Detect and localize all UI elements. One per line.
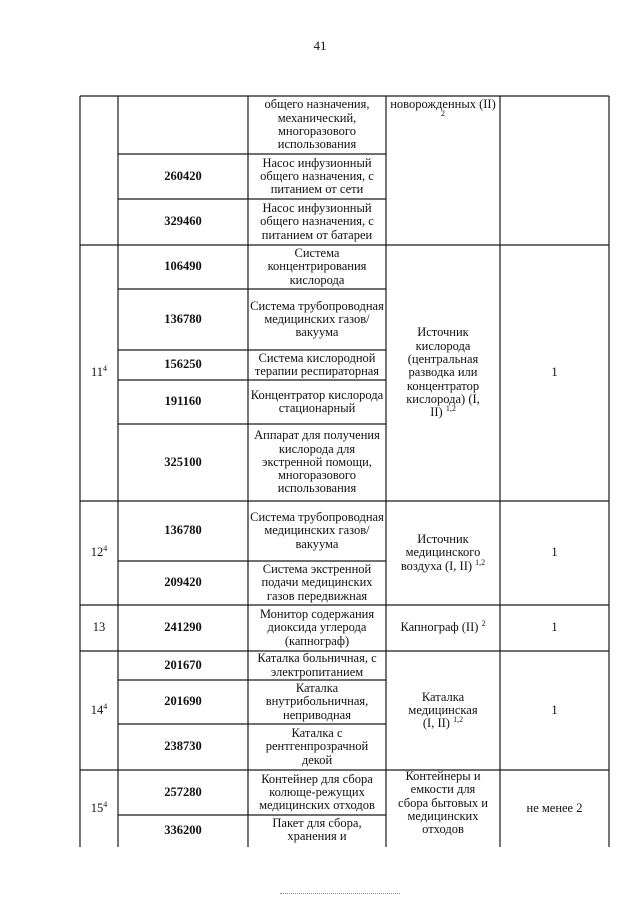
- table-cell-quantity: 1: [551, 702, 558, 717]
- footnote-marker: 2: [481, 619, 486, 629]
- table-cell-row-number: [80, 501, 118, 605]
- footnote-marker: 4: [103, 701, 108, 711]
- scan-artifact: [280, 893, 400, 895]
- table-cell-requirement: Контейнеры и емкости для сбора бытовых и медицинских отходов: [398, 769, 488, 837]
- table-cell-code: 257280: [164, 784, 202, 799]
- table-cell-code: 238730: [164, 739, 202, 754]
- table-cell-row-number: [80, 245, 118, 501]
- table-cell-code: 136780: [164, 523, 202, 538]
- table-cell-code: 106490: [164, 259, 202, 274]
- table-cell-row-number: [80, 651, 118, 770]
- row-number: 15: [90, 800, 104, 815]
- table-cell-name: Система трубопроводная медицинских газов/вакуума: [250, 298, 384, 340]
- requirement-text: Источник кислорода (центральная разводка или концентратор кислорода) (I, II): [406, 325, 480, 420]
- table-cell-name: Система концентрирования кислорода: [267, 246, 367, 287]
- row-number: 14: [90, 702, 104, 717]
- table-cell-code: 325100: [164, 454, 202, 469]
- table-cell-code: 336200: [164, 823, 202, 838]
- table-cell-name: Система трубопроводная медицинских газов/вакуума: [250, 510, 384, 551]
- table-cell-requirement: [386, 501, 500, 605]
- footnote-marker: 1,2: [445, 404, 456, 414]
- row-number: 13: [92, 620, 106, 635]
- table-cell-requirement: [386, 605, 500, 651]
- table-cell-quantity: 1: [551, 545, 558, 560]
- table-cell-code: 329460: [164, 214, 202, 229]
- table-cell-name: Система экстренной подачи медицинских газов передвижная: [261, 562, 373, 603]
- table-cell-name: Система кислородной терапии респираторная: [254, 350, 380, 378]
- table-cell-requirement: [386, 96, 500, 245]
- table-cell-name: общего назначения, механический, многоразового использования: [264, 97, 370, 152]
- row-number: 12: [90, 545, 104, 560]
- table-cell-code: 260420: [164, 168, 202, 183]
- row-number: 11: [90, 365, 104, 380]
- footnote-marker: 1,2: [453, 714, 464, 724]
- table-cell-code: 136780: [164, 311, 202, 326]
- table-cell-code: 156250: [164, 357, 202, 372]
- table-cell-code: 201670: [164, 657, 202, 672]
- footnote-marker: 1,2: [475, 557, 486, 567]
- table-cell-name: Насос инфузионный общего назначения, с питанием от батареи: [260, 201, 374, 242]
- table-cell-name: Монитор содержания диоксида углерода (капнограф): [259, 607, 375, 648]
- table-cell-row-number: [80, 770, 118, 847]
- table-cell-quantity: не менее 2: [526, 800, 583, 815]
- table-cell-requirement: [386, 245, 500, 501]
- table-cell-code: 191160: [164, 394, 202, 409]
- table-cell-quantity: 1: [551, 620, 558, 635]
- table-cell-code: 201690: [164, 694, 202, 709]
- page-number: 41: [313, 38, 327, 53]
- table-cell-name: Насос инфузионный общего назначения, с питанием от сети: [260, 155, 374, 197]
- table-cell-name: Аппарат для получения кислорода для экстренной помощи, многоразового использования: [254, 428, 380, 496]
- table-cell-requirement: [386, 651, 500, 770]
- table-cell-name: Каталка с рентгенпрозрачной декой: [265, 726, 369, 767]
- table-cell-name: Пакет для сбора, хранения и: [272, 816, 362, 844]
- requirement-text: Каталка медицинская (I, II): [408, 689, 478, 731]
- requirement-text: Капнограф (II): [400, 620, 479, 635]
- table-cell-name: Каталка внутрибольничная, неприводная: [265, 681, 369, 722]
- footnote-marker: 4: [103, 364, 108, 374]
- table-cell-name: Концентратор кислорода стационарный: [250, 387, 384, 415]
- table-cell-name: Каталка больничная, с электропитанием: [257, 651, 377, 679]
- table-cell-quantity: 1: [551, 365, 558, 380]
- table-cell-name: Контейнер для сбора колюще-режущих медицинских отходов: [259, 771, 375, 813]
- table-cell-row-number: [80, 605, 118, 651]
- footnote-marker: 4: [103, 544, 108, 554]
- footnote-marker: 2: [441, 109, 445, 119]
- requirement-text: новорожденных (II): [390, 97, 496, 111]
- table-cell-code: 241290: [164, 620, 202, 635]
- table-cell-code: 209420: [164, 575, 202, 590]
- footnote-marker: 4: [103, 799, 108, 809]
- requirement-text: Источник медицинского воздуха (I, II): [400, 532, 481, 573]
